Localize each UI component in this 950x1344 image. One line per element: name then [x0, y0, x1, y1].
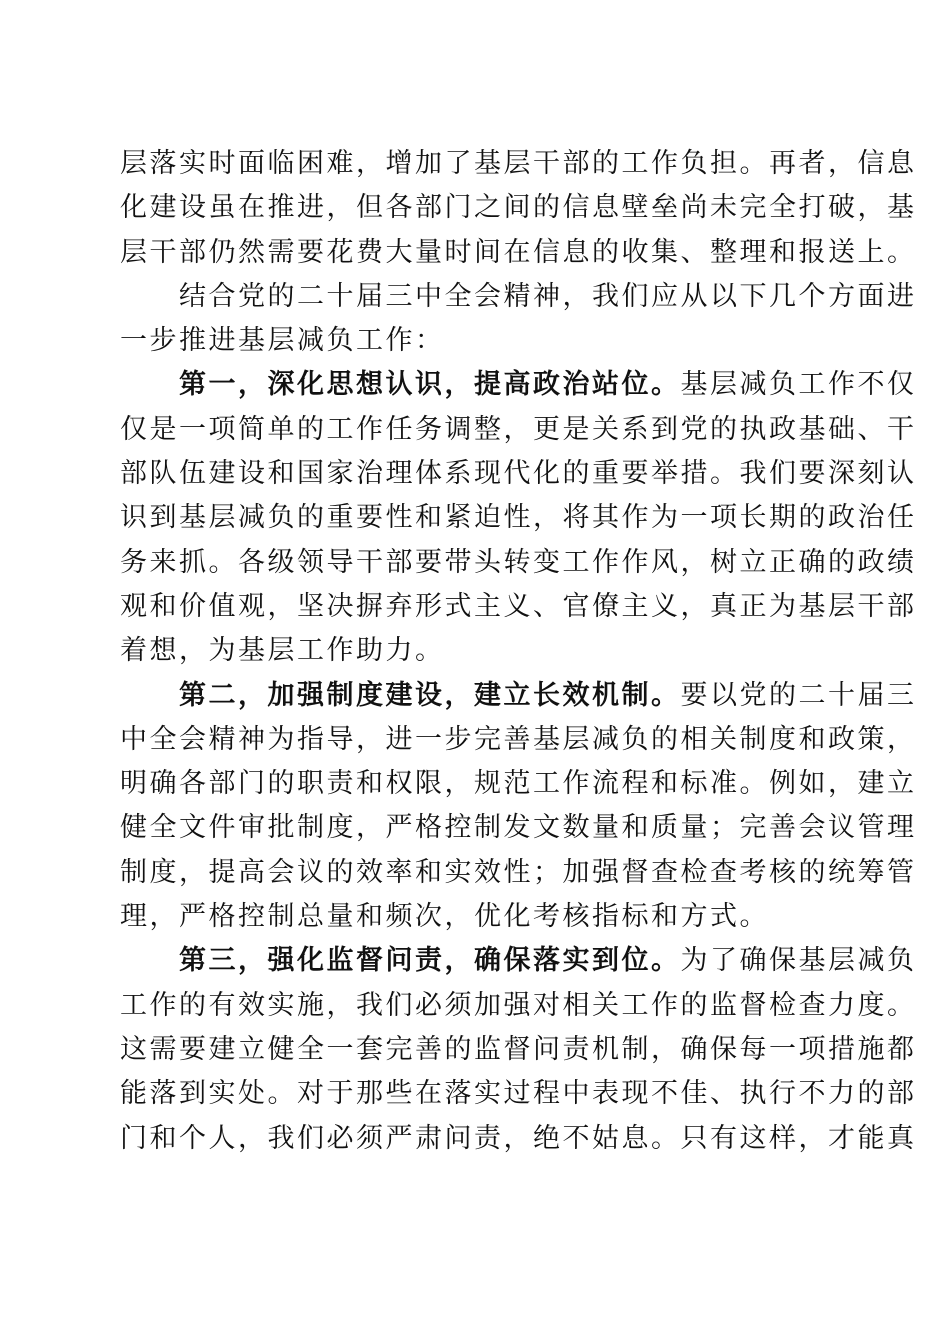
- line-text: 能落到实处。对于那些在落实过程中表现不佳、执行不力的部: [120, 1078, 917, 1110]
- paragraph: [120, 363, 917, 673]
- text-line: [120, 629, 828, 673]
- line-text: 这需要建立健全一套完善的监督问责机制，确保每一项措施都: [120, 1033, 917, 1065]
- line-text: 层落实时面临困难，增加了基层干部的工作负担。再者，信息: [120, 148, 917, 179]
- text-line: [120, 408, 917, 452]
- text-line: [120, 806, 917, 850]
- text-line: [120, 231, 917, 275]
- text-line: [120, 718, 917, 762]
- line-text: 门和个人，我们必须严肃问责，绝不姑息。只有这样，才能真: [120, 1122, 917, 1154]
- paragraph: [120, 275, 917, 364]
- paragraph: [120, 142, 917, 275]
- text-line: [120, 851, 917, 895]
- paragraph-lead-heading: 第二，加强制度建设，建立长效机制。: [179, 679, 681, 711]
- text-line: [120, 984, 917, 1028]
- line-text: 要以党的二十届三: [680, 679, 917, 711]
- text-line: [120, 762, 917, 806]
- text-line: [120, 939, 917, 983]
- text-line: [120, 674, 917, 718]
- line-text: 工作的有效实施，我们必须加强对相关工作的监督检查力度。: [120, 989, 917, 1021]
- paragraph-lead-heading: 第一，深化思想认识，提高政治站位。: [179, 369, 681, 401]
- text-line: [120, 1117, 917, 1161]
- text-line: [120, 363, 917, 407]
- line-text: 部队伍建设和国家治理体系现代化的重要举措。我们要深刻认: [120, 458, 917, 490]
- line-text: 一步推进基层减负工作：: [120, 325, 445, 357]
- paragraph: [120, 939, 917, 1160]
- text-line: [120, 1028, 917, 1072]
- line-text: 务来抓。各级领导干部要带头转变工作作风，树立正确的政绩: [120, 546, 917, 578]
- line-text: 仅是一项简单的工作任务调整，更是关系到党的执政基础、干: [120, 413, 917, 445]
- text-line: [120, 585, 917, 629]
- line-text: 基层减负工作不仅: [680, 369, 917, 401]
- text-line: [120, 142, 917, 186]
- text-line: [120, 496, 917, 540]
- paragraph: [120, 674, 917, 940]
- line-text: 为了确保基层减负: [680, 945, 917, 977]
- line-text: 识到基层减负的重要性和紧迫性，将其作为一项长期的政治任: [120, 502, 917, 534]
- text-line: [120, 319, 828, 363]
- line-text: 健全文件审批制度，严格控制发文数量和质量；完善会议管理: [120, 812, 917, 844]
- line-text: 着想，为基层工作助力。: [120, 635, 445, 667]
- line-text: 化建设虽在推进，但各部门之间的信息壁垒尚未完全打破，基: [120, 192, 917, 224]
- text-line: [120, 1072, 917, 1116]
- line-text: 中全会精神为指导，进一步完善基层减负的相关制度和政策，: [120, 723, 917, 755]
- paragraph-lead-heading: 第三，强化监督问责，确保落实到位。: [179, 945, 681, 977]
- text-line: [120, 541, 917, 585]
- text-line: [120, 186, 917, 230]
- text-line: [120, 895, 828, 939]
- document-body: [120, 142, 917, 1161]
- line-text: 理，严格控制总量和频次，优化考核指标和方式。: [120, 901, 769, 933]
- text-line: [120, 452, 917, 496]
- line-text: 明确各部门的职责和权限，规范工作流程和标准。例如，建立: [120, 768, 917, 800]
- line-text: 观和价值观，坚决摒弃形式主义、官僚主义，真正为基层干部: [120, 590, 917, 622]
- line-text: 结合党的二十届三中全会精神，我们应从以下几个方面进: [179, 280, 917, 312]
- text-line: [120, 275, 917, 319]
- line-text: 层干部仍然需要花费大量时间在信息的收集、整理和报送上。: [120, 236, 917, 268]
- line-text: 制度，提高会议的效率和实效性；加强督查检查考核的统筹管: [120, 856, 917, 888]
